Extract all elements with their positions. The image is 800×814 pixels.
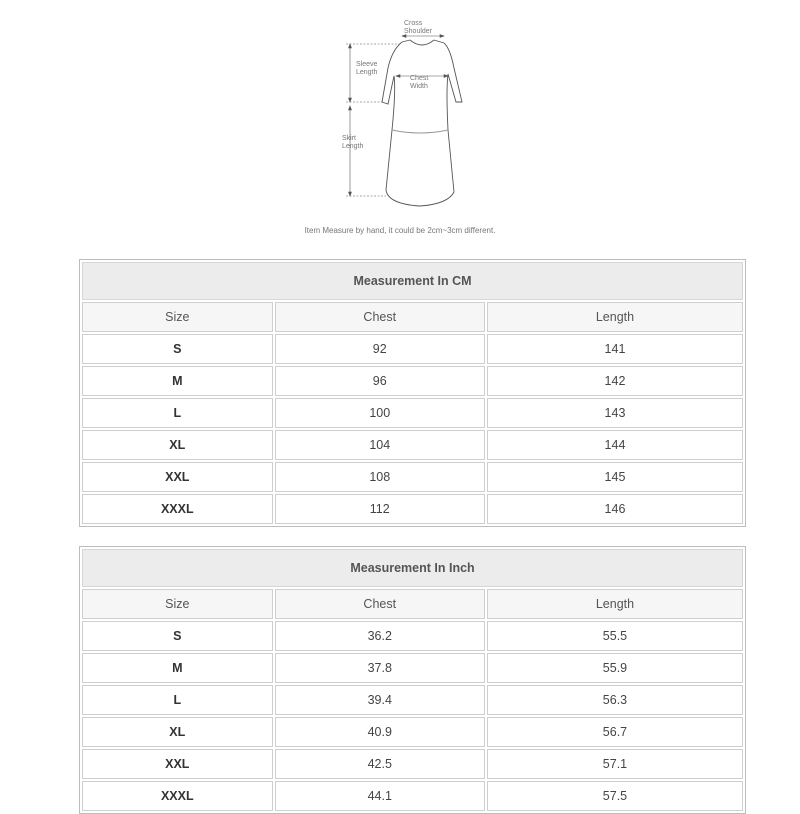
size-table-cm xyxy=(79,259,746,527)
length-cell: 141 xyxy=(487,334,743,364)
skirt-length-label-2: Length xyxy=(342,143,364,150)
size-cell: L xyxy=(82,398,273,428)
sleeve-length-label-1: Sleeve xyxy=(356,61,378,68)
length-cell: 145 xyxy=(487,462,743,492)
chest-cell: 108 xyxy=(275,462,485,492)
dress-measurement-diagram xyxy=(330,10,530,220)
table-row xyxy=(82,398,743,428)
sleeve-length-label-2: Length xyxy=(356,69,378,76)
length-cell: 56.7 xyxy=(487,717,743,747)
table-row xyxy=(82,685,743,715)
chest-cell: 37.8 xyxy=(275,653,485,683)
column-header-chest: Chest xyxy=(275,302,485,332)
chest-cell: 36.2 xyxy=(275,621,485,651)
table-row xyxy=(82,430,743,460)
chest-width-label-1: Chest xyxy=(410,75,429,82)
column-header-chest: Chest xyxy=(275,589,485,619)
column-header-size: Size xyxy=(82,589,273,619)
table-row xyxy=(82,717,743,747)
length-cell: 55.5 xyxy=(487,621,743,651)
size-cell: M xyxy=(82,653,273,683)
chest-cell: 42.5 xyxy=(275,749,485,779)
size-cell: S xyxy=(82,621,273,651)
column-header-length: Length xyxy=(487,302,743,332)
chest-cell: 92 xyxy=(275,334,485,364)
length-cell: 146 xyxy=(487,494,743,524)
table-row xyxy=(82,366,743,396)
size-cell: XL xyxy=(82,430,273,460)
table-row xyxy=(82,653,743,683)
chest-cell: 104 xyxy=(275,430,485,460)
chest-cell: 39.4 xyxy=(275,685,485,715)
chest-cell: 96 xyxy=(275,366,485,396)
size-cell: L xyxy=(82,685,273,715)
length-cell: 143 xyxy=(487,398,743,428)
chest-cell: 44.1 xyxy=(275,781,485,811)
size-cell: M xyxy=(82,366,273,396)
table-row xyxy=(82,462,743,492)
size-cell: XXL xyxy=(82,749,273,779)
table-row xyxy=(82,781,743,811)
length-cell: 144 xyxy=(487,430,743,460)
table-row xyxy=(82,621,743,651)
size-cell: XXXL xyxy=(82,781,273,811)
table-row xyxy=(82,494,743,524)
cross-shoulder-label-2: Shoulder xyxy=(404,28,433,35)
table-row xyxy=(82,749,743,779)
length-cell: 56.3 xyxy=(487,685,743,715)
table-title: Measurement In CM xyxy=(82,262,743,300)
length-cell: 55.9 xyxy=(487,653,743,683)
cross-shoulder-label-1: Cross xyxy=(404,20,423,27)
column-header-length: Length xyxy=(487,589,743,619)
length-cell: 57.1 xyxy=(487,749,743,779)
chest-width-label-2: Width xyxy=(410,83,428,90)
size-cell: S xyxy=(82,334,273,364)
size-table-inch xyxy=(79,546,746,814)
chest-cell: 40.9 xyxy=(275,717,485,747)
chest-cell: 112 xyxy=(275,494,485,524)
dress-outline-icon xyxy=(330,10,530,220)
chest-cell: 100 xyxy=(275,398,485,428)
column-header-size: Size xyxy=(82,302,273,332)
length-cell: 142 xyxy=(487,366,743,396)
size-cell: XXL xyxy=(82,462,273,492)
size-cell: XXXL xyxy=(82,494,273,524)
measurement-note: Item Measure by hand, it could be 2cm~3cm different. xyxy=(304,226,496,235)
table-row xyxy=(82,334,743,364)
length-cell: 57.5 xyxy=(487,781,743,811)
size-cell: XL xyxy=(82,717,273,747)
table-title: Measurement In Inch xyxy=(82,549,743,587)
skirt-length-label-1: Skirt xyxy=(342,135,356,142)
